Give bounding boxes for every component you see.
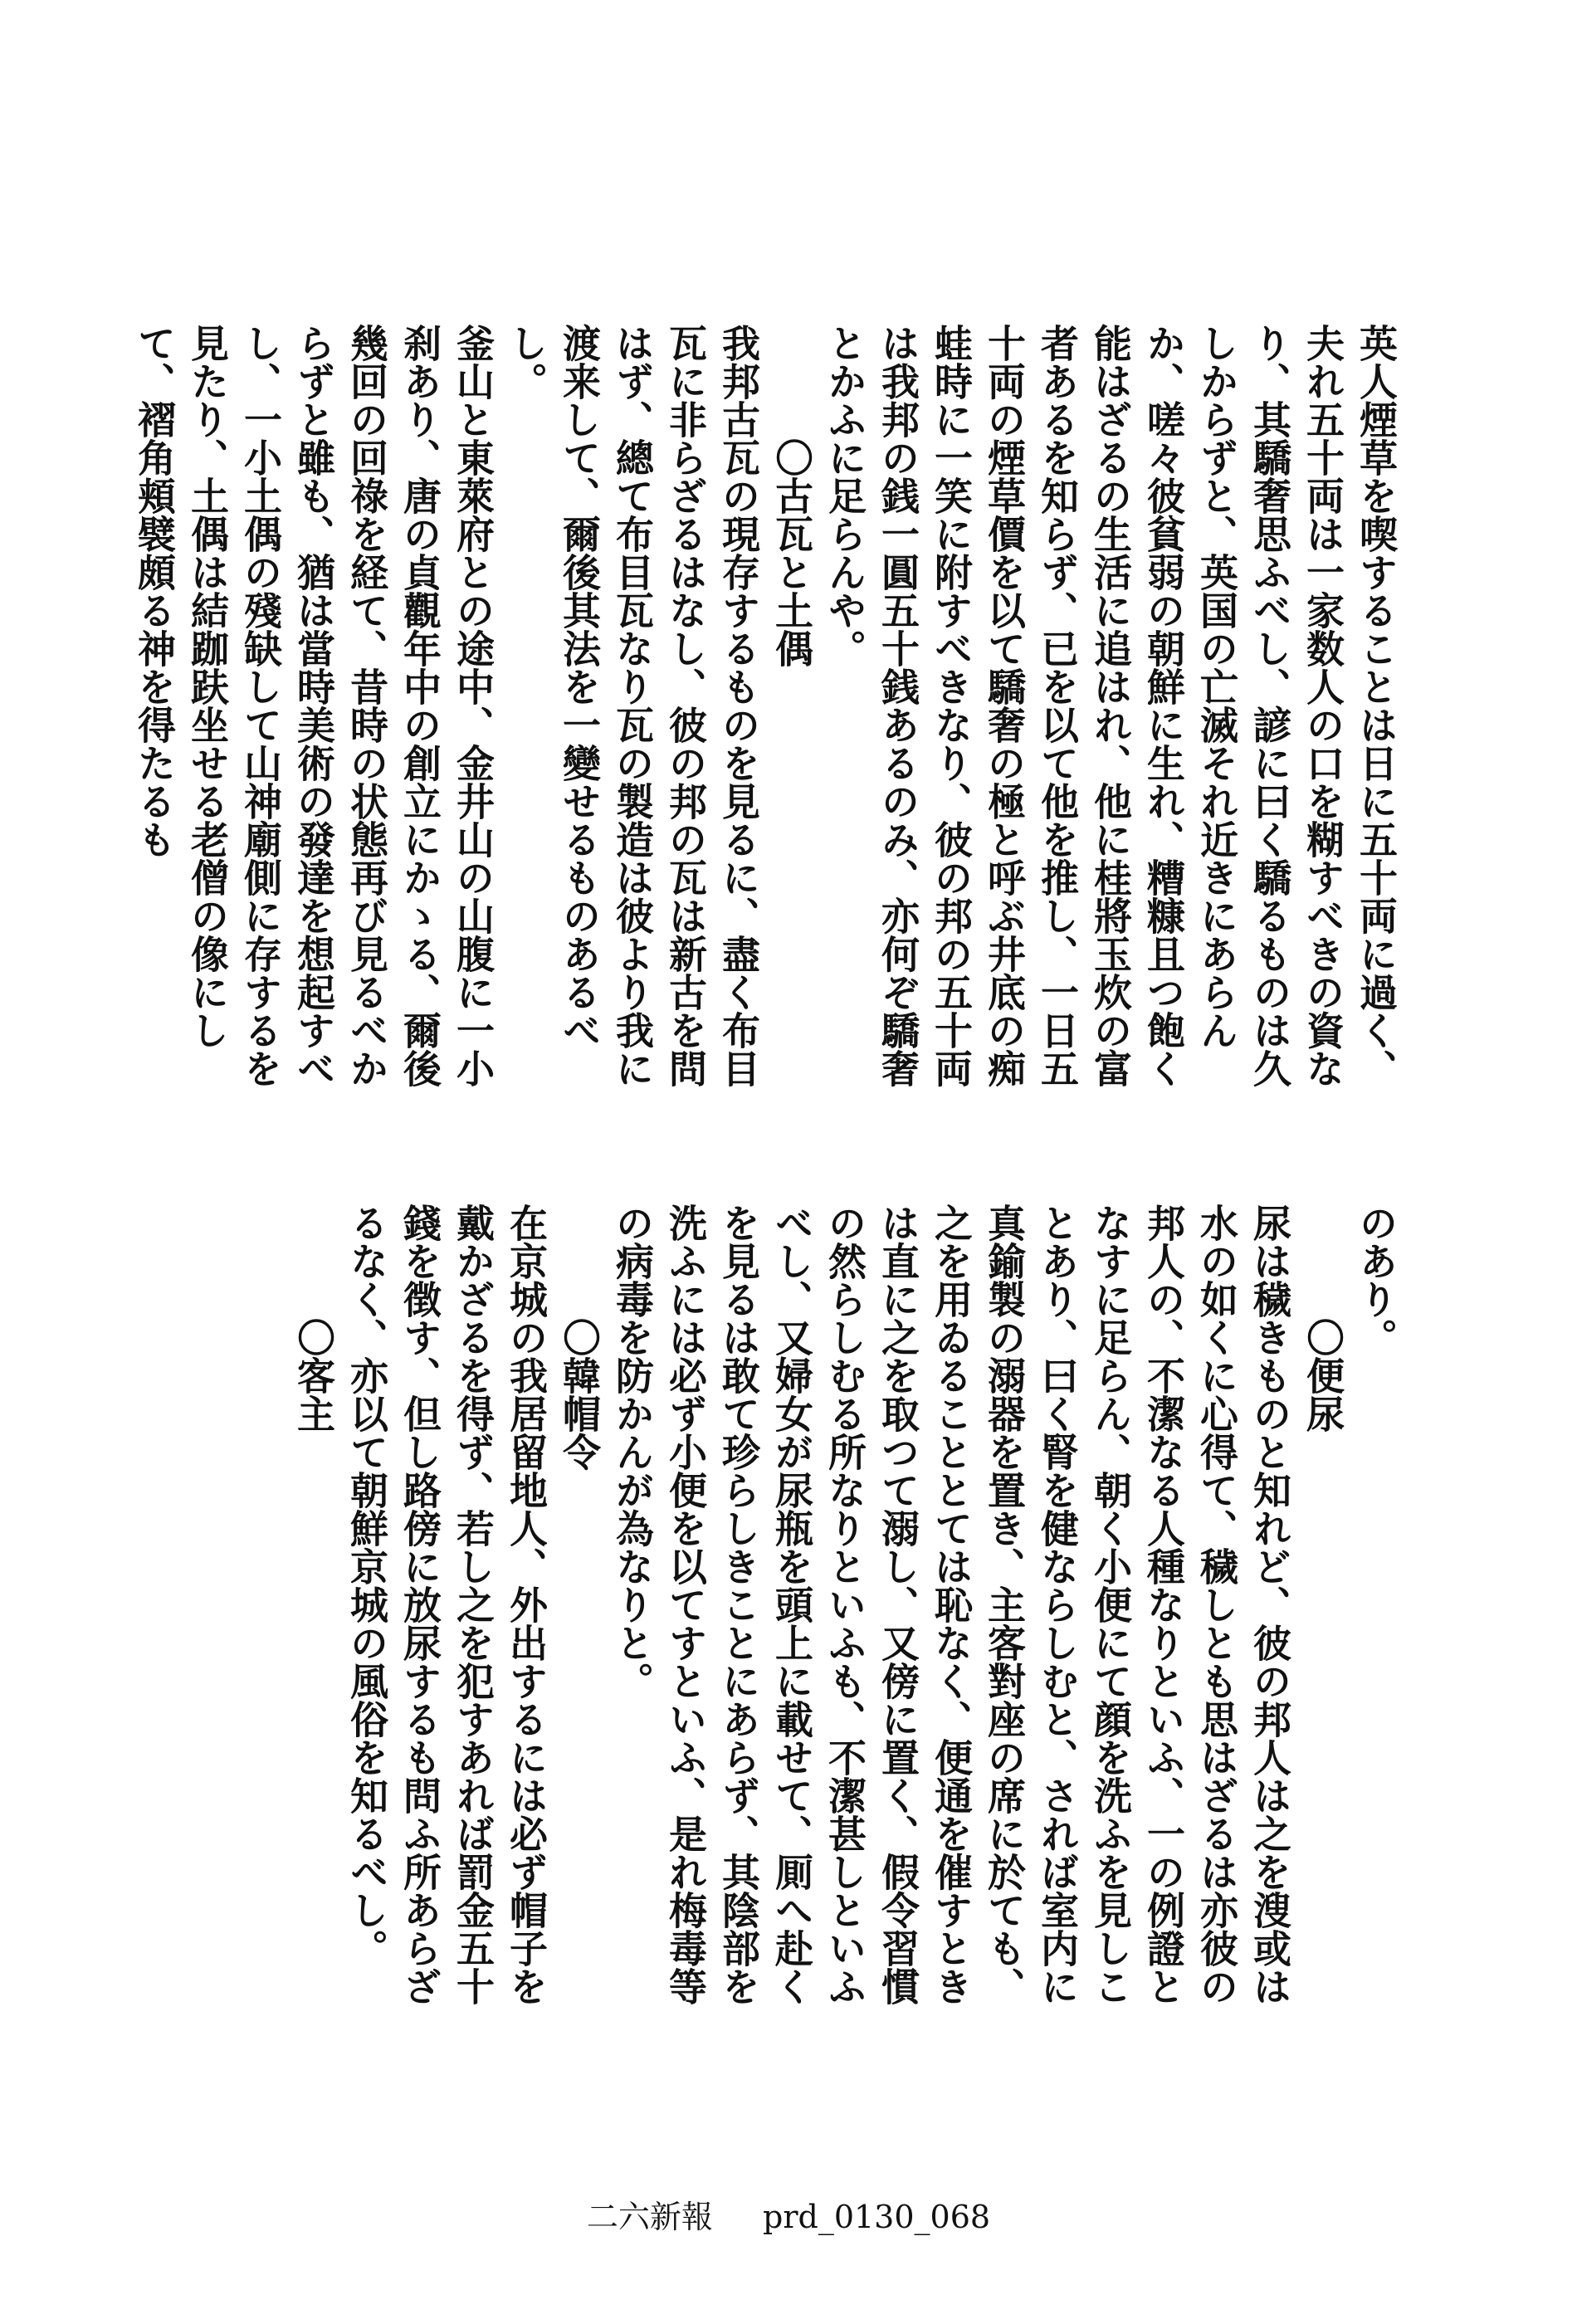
paragraph-urine: 尿は穢きものと知れど、彼の邦人は之を溲或は水の如くに心得て、穢しとも思はざるは亦彼の邦人の、不潔なる人種なりといふ、一の例證となすに足らん、朝く小便にて顔を洗ふを見しことあり、曰く腎を健ならしむと、されば室内に真鍮製の溺器を置き、主客對座の席に於ても、之を用ゐることとては恥なく、便通を催すときは直に之を取つて溺し、又傍に置く、假令習慣の然らしむる所なりといふも、不潔甚しといふべし、又婦女が尿瓶を頭上に載せて、厠へ赴くを見るは敢て珍らしきことにあらず、其陰部を洗ふには必ず小便を以てすといふ、是れ梅毒等の病毒を防かんが為なりと。 bbox=[610, 1204, 1292, 2005]
paragraph-hat-ordinance: 在京城の我居留地人、外出するには必ず帽子を戴かざるを得ず、若し之を犯すあれば罰金五十錢を徴す、但し路傍に放尿するも問ふ所あらざるなく、亦以て朝鮮京城の風俗を知るべし。 bbox=[344, 1204, 549, 2005]
paragraph-old-tiles: 我邦古瓦の現存するものを見るに、盡く布目瓦に非らざるはなし、彼の邦の瓦は新古を問はず、總て布目瓦なり瓦の製造は彼より我に渡来して、爾後其法を一變せるものあるべし。 bbox=[504, 324, 761, 1087]
footer-publication-title: 二六新報 bbox=[586, 2199, 713, 2235]
paragraph-clay-figure: 釜山と東萊府との途中、金井山の山腹に一小刹あり、唐の貞觀年中の創立にかゝる、爾後幾回の回祿を経て、昔時の状態再び見るべからずと雖も、猶は當時美術の發達を想起すべし、一小土偶の殘缺して山神廟側に存するを見たり、土偶は結跏趺坐せる老僧の像にして、褶角頬襞頗る神を得たるも bbox=[132, 324, 496, 1087]
heading-old-tiles-and-clay-figures: 〇古瓦と土偶 bbox=[769, 438, 814, 667]
article-block-bottom bbox=[241, 1204, 1403, 2034]
heading-guesthouse: 〇客主 bbox=[291, 1318, 336, 1433]
heading-urine: 〇便尿 bbox=[1301, 1318, 1345, 1433]
footer-document-code: prd_0130_068 bbox=[763, 2199, 991, 2235]
heading-hat-ordinance: 〇韓帽令 bbox=[557, 1318, 602, 1471]
paragraph-tobacco: 英人煙草を喫することは日に五十両に過く、夫れ五十両は一家数人の口を糊すべきの資なり、其驕奢思ふべし、諺に曰く驕るものは久しからずと、英国の亡滅それ近きにあらんか、嗟々彼貧弱の朝鮮に生れ、糟糠且つ飽く能はざるの生活に追はれ、他に桂將玉炊の富者あるを知らず、已を以て他を推し、一日五十両の煙草價を以て驕奢の極と呼ぶ井底の痴蛙時に一笑に附すべきなり、彼の邦の五十両は我邦の銭一圓五十銭あるのみ、亦何ぞ驕奢とかふに足らんや。 bbox=[823, 324, 1399, 1087]
paragraph-continuation: のあり。 bbox=[1354, 1204, 1399, 1356]
page-footer bbox=[0, 2191, 1577, 2237]
article-block-top bbox=[132, 324, 1403, 1120]
